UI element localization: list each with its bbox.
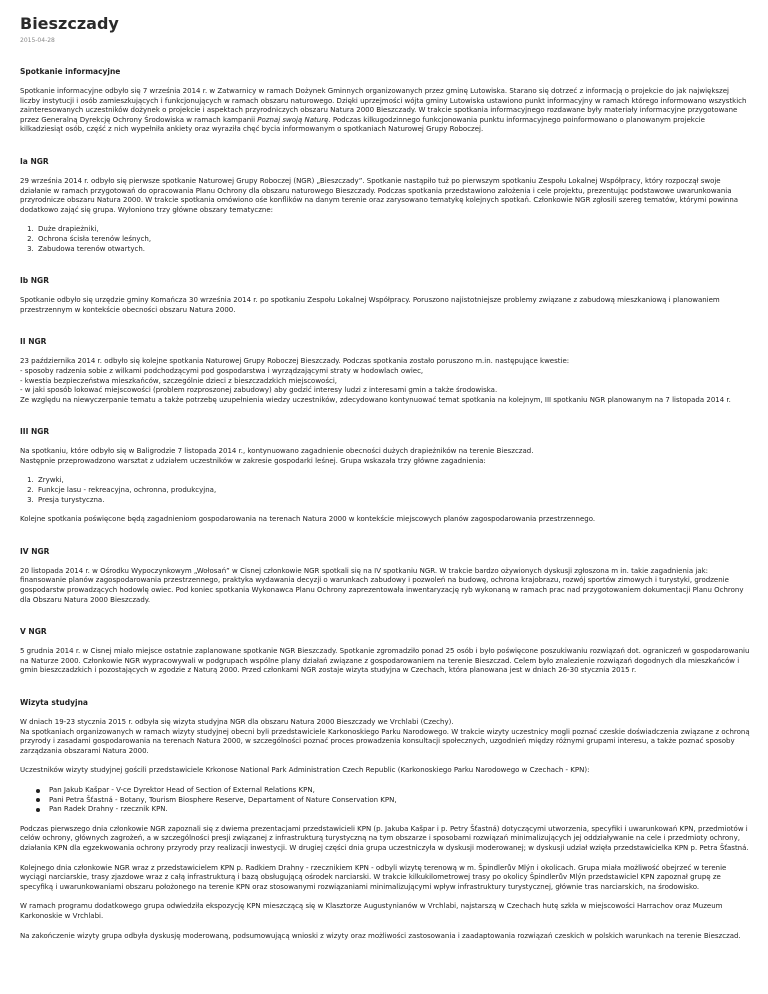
v-ngr-text: 5 grudnia 2014 r. w Cisnej miało miejsce ostatnie zaplanowane spotkanie NGR Bieszczady. Spotkanie zgromadziło ponad 25 osób i było poświęcone poszukiwaniu rozwiązań dot. ograniczeń w gospodarowaniu na Naturze 2000. Członkowie NGR wypracowywali w podgrupach wspólne plany działań związane z gospodarowaniem na terenie Bieszczad. Celem było znalezienie rozwiązań dogodnych dla mieszkańców i gmin bieszczadzkich i pozostających w zgodzie z Naturą 2000. Przed członkami NGR zostaje wizyta studyjna w Czechach, która planowana jest w dniach 26-30 stycznia 2015 r. (20, 647, 750, 675)
study-visit-conclusion: Na zakończenie wizyty grupa odbyła dyskusję moderowaną, podsumowującą wnioski z wizyty oraz możliwości zastosowania i zaadaptowania rozwiązań czeskich w polskich warunkach na terenie Bieszczad. (20, 931, 741, 940)
iii-ngr-text: Na spotkaniu, które odbyło się w Baligrodzie 7 listopada 2014 r., kontynuowano zagadnienie obecności dużych drapieżników na terenie Bieszczad. Następnie przeprowadzono warsztat z udziałem uczestników w zakresie gospodarki leśnej. Grupa wskazała trzy główne zagadnienia: (20, 447, 534, 465)
study-visit-guests-list (20, 786, 750, 815)
section-heading-ib-ngr: Ib NGR (20, 276, 49, 286)
publish-date: 2015-04-28 (20, 37, 55, 44)
section-heading-ii-ngr: II NGR (20, 337, 47, 347)
study-visit-guests-intro: Uczestników wizyty studyjnej gościli przedstawiciele Krkonose National Park Administration Czech Republic (Karkonoskiego Parku Narodowego w Czechach - KPN): (20, 766, 590, 775)
page-title: Bieszczady (20, 14, 119, 33)
study-visit-day2: Kolejnego dnia członkowie NGR wraz z przedstawicielem KPN p. Radkiem Drahny - rzecznikiem KPN - odbyli wizytę terenową w m. Špindlerův Mlýn i okolicach. Grupa miała możliwość obejrzeć w terenie wyciągi narciarskie, trasy zjazdowe wraz z całą infrastrukturą i bazą obsługującą ośrodek narciarski. W trakcie kilkukilometrowej trasy po okolicy Špindlerův Mlýn przedstawiciel KPN zapoznał grupę ze specyfiką i uwarunkowaniami obszaru położonego na terenie KPN oraz stosowanymi rozwiązaniami minimalizującymi wpływ infrastruktury turystycznej, głównie tras narciarskich, na środowisko. (20, 863, 727, 891)
section-heading-v-ngr: V NGR (20, 627, 47, 637)
list-item: Pani Petra Šťastná - Botany, Tourism Biosphere Reserve, Departament of Nature Conservation KPN, (36, 796, 750, 806)
study-visit-extra-program: W ramach programu dodatkowego grupa odwiedziła ekspozycję KPN mieszczącą się w Klasztorze Augustynianów w Vrchlabi, najstarszą w Czechach hutę szkła w miejscowości Harrachov oraz Muzeum Karkonoskie w Vrchlabi. (20, 902, 723, 920)
section-heading-iii-ngr: III NGR (20, 427, 50, 437)
list-item: 2. Funkcje lasu - rekreacyjna, ochronna, produkcyjna, (36, 486, 750, 496)
ib-ngr-text: Spotkanie odbyło się urzędzie gminy Komańcza 30 września 2014 r. po spotkaniu Zespołu Lokalnej Współpracy. Poruszono najistotniejsze problemy związane z zabudową mieszkaniową i planowaniem przestrzennym w kontekście obecności obszaru Natura 2000. (20, 296, 720, 314)
ia-ngr-text: 29 września 2014 r. odbyło się pierwsze spotkanie Naturowej Grupy Roboczej (NGR) „Bieszczady”. Spotkanie nastąpiło tuż po pierwszym spotkaniu Zespołu Lokalnej Współpracy, który rozpoczął swoje działanie w ramach przygotowań do opracowania Planu Ochrony dla obszaru naturowego Bieszczady. Podczas spotkania przedstawiono założenia i cele projektu, prezentując podstawowe uwarunkowania przyrodnicze obszaru Natura 2000. W trakcie spotkania omówiono ośe konflików na danym terenie oraz zarysowano tematykę kolejnych spotkań. Członkowie NGR zgłosili szereg tematów, którymi powinna dodatkowo zająć się grupa. Wyłoniono trzy główne obszary tematyczne: (20, 176, 739, 214)
section-heading-ia-ngr: Ia NGR (20, 156, 49, 166)
info-meeting-text: Spotkanie informacyjne odbyło się 7 września 2014 r. w Zatwarnicy w ramach Dożynek Gminnych organizowanych przez gminę Lutowiska. Starano się dotrzeć z informacją o projekcie do jak największej liczby instytucji i osób zamieszkujących i funkcjonujących w ramach obszaru naturowego. Dzięki uprzejmości wójta gminy Lutowiska ustawiono punkt informacyjny w ramach którego informowano wszystkich zainteresowanych uczestników dożynek o projekcie i aspektach przyrodniczych obszaru Natura 2000 Bieszczady. W trakcie spotkania informacyjnego rozdawane były materiały informacyjne przygotowane przez Generalną Dyrekcję Ochrony Środowiska w ramach kampanii Poznaj swoją Naturę. Podczas kilkugodzinnego funkcjonowania punktu informacyjnego poinformowano o planowanym projekcie kilkadziesiąt osób, część z nich wypełniła ankiety oraz wyraziła chęć bycia informowanym o spotkaniach Naturowej Grupy Roboczej. (20, 87, 747, 134)
study-visit-intro: W dniach 19-23 stycznia 2015 r. odbyła się wizyta studyjna NGR dla obszaru Natura 2000 Bieszczady we Vrchlabi (Czechy). Na spotkaniach organizowanych w ramach wizyty studyjnej obecni byli przedstawiciele Karkonoskiego Parku Narodowego. W trakcie wizyty uczestnicy mogli poznać czeskie doświadczenia związane z ochroną przyrody i zasadami gospodarowania na terenach Natura 2000, w szczególności poznać proces prowadzenia konsultacji społecznych, uzgodnień między różnymi grupami interesu, a także poznać sposoby zarządzania obszarami Natura 2000. (20, 718, 750, 755)
campaign-name: Poznaj swoją Naturę (257, 115, 329, 124)
list-item: Pan Jakub Kašpar - V-ce Dyrektor Head of Section of External Relations KPN, (36, 786, 750, 796)
iii-ngr-followup: Kolejne spotkania poświęcone będą zagadnieniom gospodarowania na terenach Natura 2000 w kontekście miejscowych planów zagospodarowania przestrzennego. (20, 515, 596, 524)
list-item: 3. Zabudowa terenów otwartych. (36, 245, 750, 255)
list-item: 1. Duże drapieżniki, (36, 225, 750, 235)
list-item: 2. Ochrona ścisła terenów leśnych, (36, 235, 750, 245)
list-item: Pan Radek Drahny - rzecznik KPN. (36, 805, 750, 815)
list-item: 1. Zrywki, (36, 476, 750, 486)
list-item: 3. Presja turystyczna. (36, 496, 750, 506)
section-heading-study-visit: Wizyta studyjna (20, 698, 88, 707)
ii-ngr-text: 23 października 2014 r. odbyło się kolejne spotkania Naturowej Grupy Roboczej Bieszczady. Podczas spotkania zostało poruszono m.in. następujące kwestie: - sposoby radzenia sobie z wilkami podchodzącymi pod gospodarstwa i wyrządzającymi straty w hodowlach owiec, - kwestia bezpieczeństwa mieszkańców, szczególnie dzieci z bieszczadzkich miejscowości, - w jaki sposób lokować miejscowości (problem rozproszonej zabudowy) aby godzić interesy ludzi z interesami gmin a także środowiska. Ze względu na niewyczerpanie tematu a także potrzebę uzupełnienia wiedzy uczestników, zdecydowano kontynuować temat spotkania na kolejnym, III spotkaniu NGR planowanym na 7 listopada 2014 r. (20, 357, 731, 404)
ia-ngr-topics-list (20, 225, 750, 254)
section-heading-iv-ngr: IV NGR (20, 546, 50, 556)
section-heading-info-meeting: Spotkanie informacyjne (20, 67, 121, 76)
iv-ngr-text: 20 listopada 2014 r. w Ośrodku Wypoczynkowym „Wołosań” w Cisnej członkowie NGR spotkali się na IV spotkaniu NGR. W trakcie bardzo ożywionych dyskusji zgłoszona m in. takie zagadnienia jak: finansowanie planów zagospodarowania przestrzennego, praktyka wydawania decyzji o warunkach zabudowy i pozwoleń na budowę, ochrona krajobrazu, rozwój sportów zimowych i turystyki, grodzenie gospodarstw prowadzących hodowlę owiec. Pod koniec spotkania Wykonawca Planu Ochrony zaprezentowała inwentaryzację ryb wykonaną w ramach prac nad przygotowaniem dokumentacji Planu Ochrony dla Obszaru Natura 2000 Bieszczady. (20, 566, 744, 604)
iii-ngr-topics-list (20, 476, 750, 505)
study-visit-day1: Podczas pierwszego dnia członkowie NGR zapoznali się z dwiema prezentacjami przedstawicieli KPN (p. Jakuba Kašpar i p. Petry Šťastná) dotyczącymi utworzenia, specyfiki i uwarunkowań KPN, przedmiotów i celów ochrony, głównych zagrożeń, a w szczególności presji związanej z infrastrukturą turystyczną na tym obszarze i sposobami rozwiązań minimalizujących jej oddziaływanie na cele i przedmioty ochrony, działania KPN dla egzekwowania ochrony przyrody przy realizacji inwestycji. W drugiej części dnia grupa uczestniczyła w dyskusji moderowanej; w dyskusji udział wzięła przedstawicielka KPN p. Petra Šťastná. (20, 824, 749, 852)
